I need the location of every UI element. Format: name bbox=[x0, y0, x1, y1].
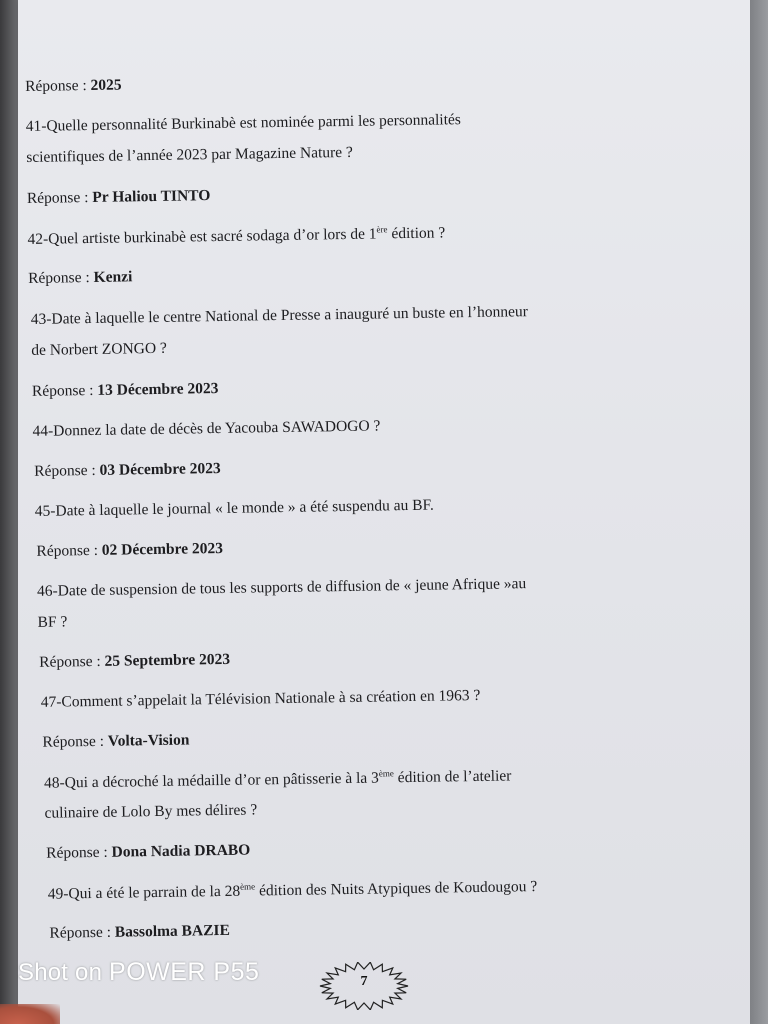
answer-line bbox=[25, 76, 122, 96]
answer-value: 03 Décembre 2023 bbox=[99, 459, 221, 479]
answer-line bbox=[34, 460, 221, 481]
question-text-end: édition de l’atelier bbox=[393, 767, 512, 787]
answer-line bbox=[27, 187, 211, 208]
answer-line bbox=[42, 732, 189, 752]
answer-value: 13 Décembre 2023 bbox=[97, 380, 219, 399]
ordinal-superscript: ème bbox=[240, 881, 256, 892]
answer-label: Réponse : bbox=[36, 541, 99, 560]
question-line: 47-Comment s’appelait la Télévision Nationale à sa création en 1963 ? bbox=[40, 686, 481, 711]
answer-label: Réponse : bbox=[34, 461, 96, 480]
answer-label: Réponse : bbox=[39, 652, 101, 671]
answer-line bbox=[39, 651, 230, 672]
question-line: BF ? bbox=[37, 613, 68, 631]
answer-value: Volta-Vision bbox=[107, 731, 190, 750]
ordinal-superscript: ère bbox=[376, 224, 388, 235]
answer-value: 2025 bbox=[90, 76, 122, 94]
question-text: 42-Quel artiste burkinabè est sacré sodaga d’or lors de 1 bbox=[27, 225, 377, 248]
answer-value: 02 Décembre 2023 bbox=[101, 539, 224, 559]
ordinal-superscript: ème bbox=[378, 768, 394, 779]
background-edge bbox=[0, 0, 18, 1024]
answer-label: Réponse : bbox=[26, 189, 89, 207]
answer-label: Réponse : bbox=[42, 732, 105, 751]
page-number: 7 bbox=[360, 974, 368, 989]
answer-value: 25 Septembre 2023 bbox=[104, 650, 231, 670]
answer-line bbox=[46, 842, 250, 863]
answer-value: Dona Nadia DRABO bbox=[111, 841, 251, 861]
answer-label: Réponse : bbox=[25, 77, 87, 95]
question-line: 44-Donnez la date de décès de Yacouba SAWADOGO ? bbox=[32, 417, 381, 440]
background-edge-right bbox=[750, 0, 768, 1024]
answer-line bbox=[49, 922, 230, 943]
question-line: 46-Date de suspension de tous les supports de diffusion de « jeune Afrique »au bbox=[36, 575, 527, 600]
question-text: 49-Qui a été le parrain de la 28 bbox=[47, 882, 241, 903]
answer-value: Bassolma BAZIE bbox=[114, 921, 230, 941]
page-number-badge bbox=[318, 962, 410, 1010]
question-line: 43-Date à laquelle le centre National de Presse a inauguré un buste en l’honneur bbox=[30, 303, 528, 328]
answer-value: Kenzi bbox=[93, 268, 133, 286]
watermark-prefix: Shot on bbox=[18, 959, 110, 986]
answer-label: Réponse : bbox=[28, 269, 90, 287]
question-text-end: édition ? bbox=[387, 224, 446, 243]
question-line: scientifiques de l’année 2023 par Magazine Nature ? bbox=[26, 143, 353, 166]
question-line: culinaire de Lolo By mes délires ? bbox=[44, 801, 258, 822]
question-text-end: édition des Nuits Atypiques de Koudougou ? bbox=[255, 878, 538, 900]
answer-label: Réponse : bbox=[46, 843, 108, 862]
question-line: 45-Date à laquelle le journal « le monde » a été suspendu au BF. bbox=[34, 496, 434, 520]
answer-line bbox=[32, 380, 219, 401]
camera-watermark bbox=[18, 958, 259, 987]
question-line: 41-Quelle personnalité Burkinabè est nominée parmi les personnalités bbox=[25, 111, 462, 135]
question-line: de Norbert ZONGO ? bbox=[31, 339, 167, 359]
answer-line bbox=[28, 268, 132, 288]
watermark-brand: POWER P55 bbox=[109, 958, 260, 986]
finger-shadow bbox=[0, 1004, 60, 1024]
question-text: 48-Qui a décroché la médaille d’or en pâtisserie à la 3 bbox=[43, 769, 380, 792]
answer-value: Pr Haliou TINTO bbox=[92, 187, 211, 206]
answer-label: Réponse : bbox=[31, 381, 94, 400]
answer-line bbox=[36, 540, 223, 561]
answer-label: Réponse : bbox=[49, 923, 112, 942]
